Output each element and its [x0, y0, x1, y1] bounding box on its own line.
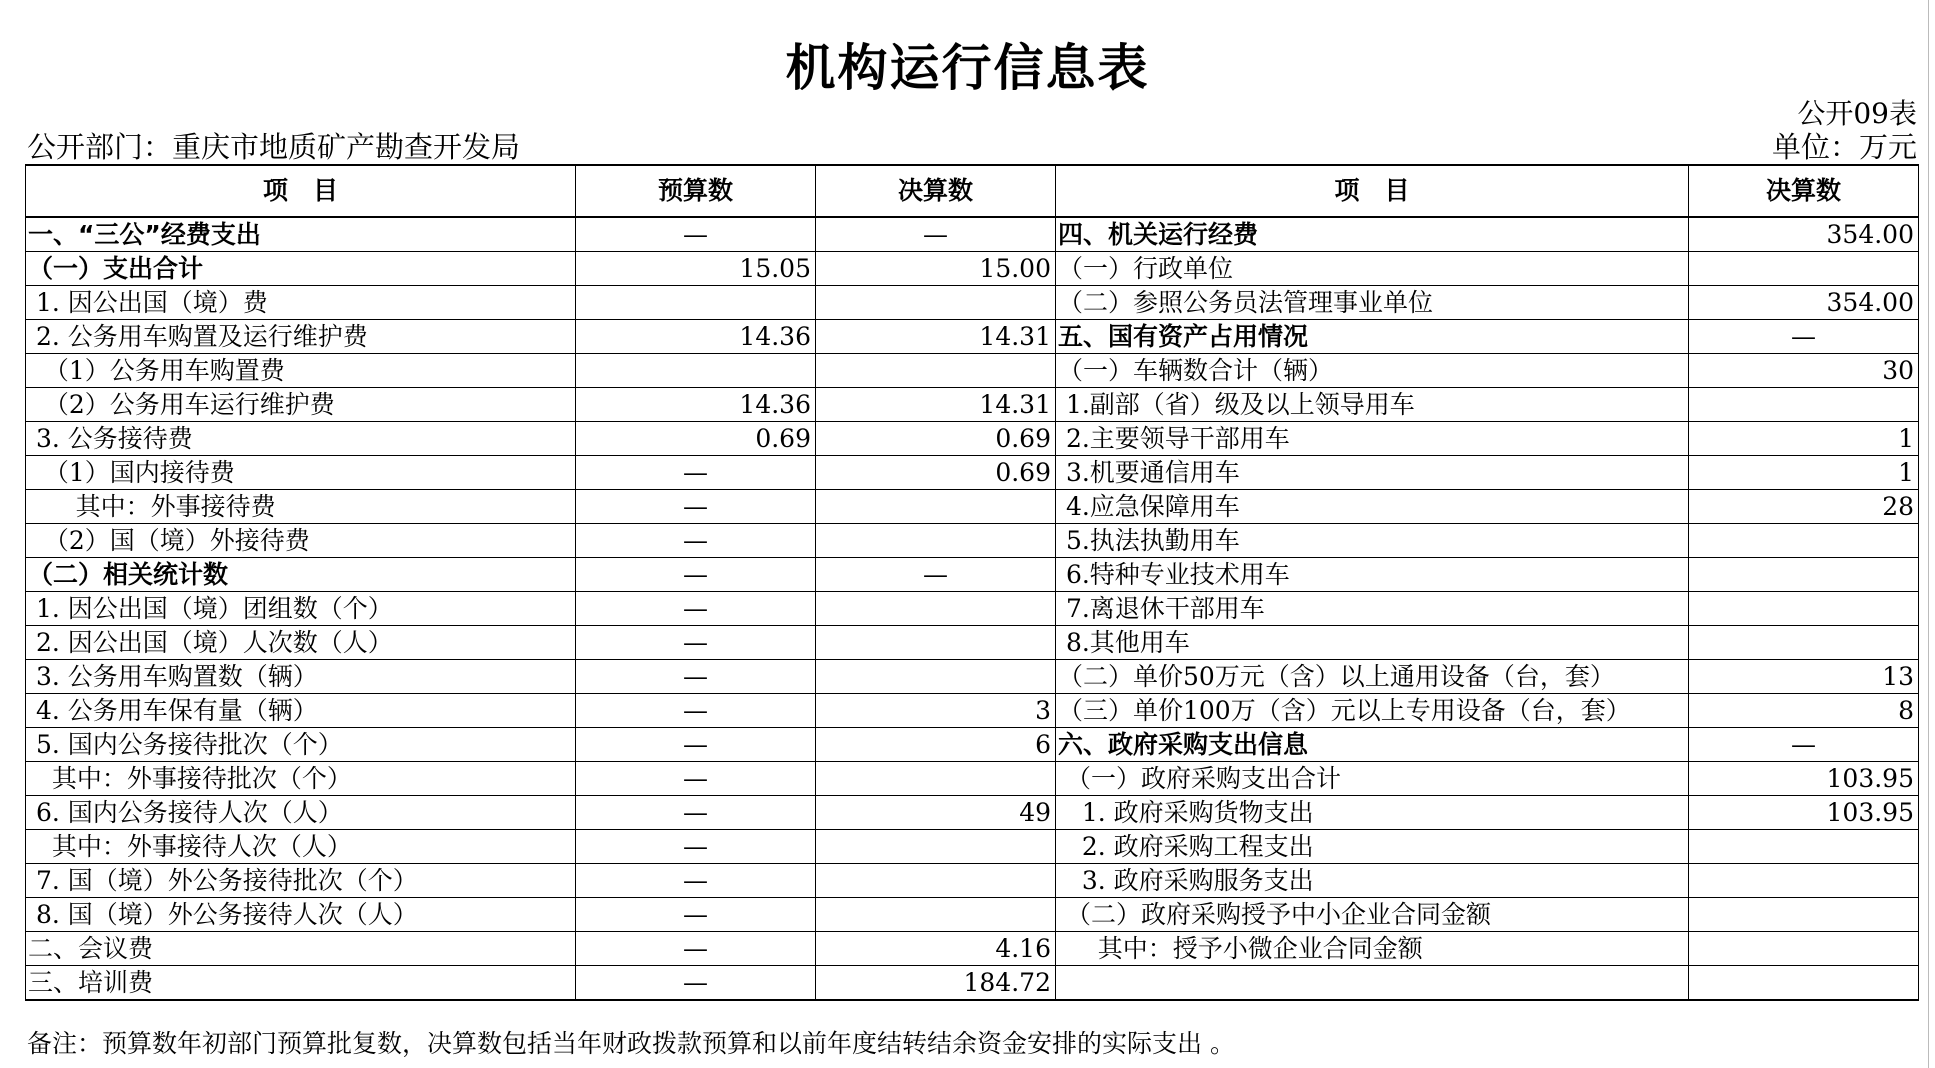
- table-row: [26, 932, 1919, 966]
- left-item-cell: 其中：外事接待人次（人）: [26, 830, 576, 864]
- right-final-cell: 1: [1689, 456, 1919, 490]
- left-final-cell: [816, 660, 1056, 694]
- left-budget-cell: —: [576, 966, 816, 1001]
- header-left-budget: 预算数: [576, 165, 816, 217]
- left-final-cell: 0.69: [816, 422, 1056, 456]
- left-budget-cell: —: [576, 864, 816, 898]
- right-item-cell: 8.其他用车: [1056, 626, 1689, 660]
- left-item-cell: 7. 国（境）外公务接待批次（个）: [26, 864, 576, 898]
- department-label: 公开部门：重庆市地质矿产勘查开发局: [27, 130, 521, 164]
- right-final-cell: [1689, 252, 1919, 286]
- left-final-cell: [816, 592, 1056, 626]
- table-header-row: [26, 165, 1919, 217]
- header-left-final: 决算数: [816, 165, 1056, 217]
- left-item-cell: 3. 公务接待费: [26, 422, 576, 456]
- right-item-cell: （一）政府采购支出合计: [1056, 762, 1689, 796]
- left-final-cell: 6: [816, 728, 1056, 762]
- left-item-cell: （1）国内接待费: [26, 456, 576, 490]
- left-final-cell: [816, 762, 1056, 796]
- left-item-cell: 4. 公务用车保有量（辆）: [26, 694, 576, 728]
- table-row: [26, 252, 1919, 286]
- left-final-cell: 49: [816, 796, 1056, 830]
- left-final-cell: 14.31: [816, 320, 1056, 354]
- table-row: [26, 490, 1919, 524]
- left-final-cell: [816, 830, 1056, 864]
- right-final-cell: —: [1689, 320, 1919, 354]
- right-final-cell: 354.00: [1689, 217, 1919, 252]
- table-row: [26, 626, 1919, 660]
- left-budget-cell: —: [576, 830, 816, 864]
- right-item-cell: 五、国有资产占用情况: [1056, 320, 1689, 354]
- right-item-cell: （二）单价50万元（含）以上通用设备（台，套）: [1056, 660, 1689, 694]
- left-budget-cell: —: [576, 932, 816, 966]
- left-item-cell: 其中：外事接待批次（个）: [26, 762, 576, 796]
- table-row: [26, 830, 1919, 864]
- page-edge-line: [1928, 0, 1929, 1068]
- table-row: [26, 966, 1919, 1001]
- right-item-cell: 7.离退休干部用车: [1056, 592, 1689, 626]
- right-final-cell: [1689, 388, 1919, 422]
- left-item-cell: 2. 公务用车购置及运行维护费: [26, 320, 576, 354]
- footnote: 备注：预算数年初部门预算批复数，决算数包括当年财政拨款预算和以前年度结转结余资金安排的实际支出 。: [27, 1029, 1235, 1058]
- right-final-cell: —: [1689, 728, 1919, 762]
- left-budget-cell: —: [576, 217, 816, 252]
- right-final-cell: [1689, 932, 1919, 966]
- table-row: [26, 456, 1919, 490]
- left-final-cell: 0.69: [816, 456, 1056, 490]
- left-budget-cell: —: [576, 898, 816, 932]
- table-row: [26, 286, 1919, 320]
- right-final-cell: 8: [1689, 694, 1919, 728]
- left-final-cell: [816, 286, 1056, 320]
- left-final-cell: [816, 354, 1056, 388]
- right-final-cell: 354.00: [1689, 286, 1919, 320]
- right-final-cell: [1689, 898, 1919, 932]
- left-budget-cell: 0.69: [576, 422, 816, 456]
- right-final-cell: 13: [1689, 660, 1919, 694]
- left-budget-cell: 15.05: [576, 252, 816, 286]
- left-item-cell: 8. 国（境）外公务接待人次（人）: [26, 898, 576, 932]
- table-row: [26, 728, 1919, 762]
- left-final-cell: —: [816, 558, 1056, 592]
- left-budget-cell: —: [576, 524, 816, 558]
- left-item-cell: 三、培训费: [26, 966, 576, 1001]
- left-final-cell: 14.31: [816, 388, 1056, 422]
- right-item-cell: 2.主要领导干部用车: [1056, 422, 1689, 456]
- left-final-cell: [816, 626, 1056, 660]
- header-right-final: 决算数: [1689, 165, 1919, 217]
- right-item-cell: 4.应急保障用车: [1056, 490, 1689, 524]
- right-item-cell: 其中：授予小微企业合同金额: [1056, 932, 1689, 966]
- right-final-cell: [1689, 966, 1919, 1001]
- header-left-item: 项 目: [26, 165, 576, 217]
- table-row: [26, 796, 1919, 830]
- right-item-cell: （二）政府采购授予中小企业合同金额: [1056, 898, 1689, 932]
- right-final-cell: [1689, 830, 1919, 864]
- right-item-cell: [1056, 966, 1689, 1001]
- info-table: [25, 164, 1919, 1001]
- header-right-item: 项 目: [1056, 165, 1689, 217]
- right-final-cell: [1689, 558, 1919, 592]
- table-row: [26, 694, 1919, 728]
- left-budget-cell: —: [576, 626, 816, 660]
- left-final-cell: 184.72: [816, 966, 1056, 1001]
- right-item-cell: （一）车辆数合计（辆）: [1056, 354, 1689, 388]
- right-item-cell: 1.副部（省）级及以上领导用车: [1056, 388, 1689, 422]
- right-item-cell: 2. 政府采购工程支出: [1056, 830, 1689, 864]
- right-final-cell: 103.95: [1689, 796, 1919, 830]
- right-item-cell: 3. 政府采购服务支出: [1056, 864, 1689, 898]
- right-final-cell: [1689, 524, 1919, 558]
- left-item-cell: （1）公务用车购置费: [26, 354, 576, 388]
- left-item-cell: （一）支出合计: [26, 252, 576, 286]
- right-final-cell: 1: [1689, 422, 1919, 456]
- table-row: [26, 558, 1919, 592]
- left-budget-cell: —: [576, 592, 816, 626]
- right-final-cell: [1689, 592, 1919, 626]
- left-final-cell: 3: [816, 694, 1056, 728]
- table-row: [26, 660, 1919, 694]
- left-final-cell: 4.16: [816, 932, 1056, 966]
- right-item-cell: 1. 政府采购货物支出: [1056, 796, 1689, 830]
- right-final-cell: 103.95: [1689, 762, 1919, 796]
- table-row: [26, 864, 1919, 898]
- left-item-cell: 其中：外事接待费: [26, 490, 576, 524]
- left-budget-cell: —: [576, 558, 816, 592]
- right-item-cell: 6.特种专业技术用车: [1056, 558, 1689, 592]
- right-item-cell: 5.执法执勤用车: [1056, 524, 1689, 558]
- left-item-cell: （二）相关统计数: [26, 558, 576, 592]
- table-row: [26, 388, 1919, 422]
- left-budget-cell: —: [576, 762, 816, 796]
- left-item-cell: 二、会议费: [26, 932, 576, 966]
- left-budget-cell: 14.36: [576, 388, 816, 422]
- left-final-cell: [816, 524, 1056, 558]
- left-item-cell: 1. 因公出国（境）费: [26, 286, 576, 320]
- left-item-cell: （2）公务用车运行维护费: [26, 388, 576, 422]
- right-item-cell: 六、政府采购支出信息: [1056, 728, 1689, 762]
- left-final-cell: [816, 864, 1056, 898]
- left-final-cell: 15.00: [816, 252, 1056, 286]
- table-code-label: 公开09表: [1797, 97, 1917, 130]
- left-budget-cell: 14.36: [576, 320, 816, 354]
- left-final-cell: [816, 898, 1056, 932]
- left-item-cell: 5. 国内公务接待批次（个）: [26, 728, 576, 762]
- left-item-cell: 6. 国内公务接待人次（人）: [26, 796, 576, 830]
- table-row: [26, 422, 1919, 456]
- right-item-cell: 四、机关运行经费: [1056, 217, 1689, 252]
- left-final-cell: —: [816, 217, 1056, 252]
- left-budget-cell: —: [576, 728, 816, 762]
- left-item-cell: 一、“三公”经费支出: [26, 217, 576, 252]
- unit-label: 单位：万元: [1771, 130, 1917, 164]
- right-final-cell: [1689, 626, 1919, 660]
- left-item-cell: （2）国（境）外接待费: [26, 524, 576, 558]
- right-final-cell: [1689, 864, 1919, 898]
- left-budget-cell: —: [576, 490, 816, 524]
- left-budget-cell: —: [576, 694, 816, 728]
- left-budget-cell: —: [576, 660, 816, 694]
- right-item-cell: 3.机要通信用车: [1056, 456, 1689, 490]
- right-item-cell: （一）行政单位: [1056, 252, 1689, 286]
- table-row: [26, 762, 1919, 796]
- left-budget-cell: [576, 354, 816, 388]
- left-item-cell: 2. 因公出国（境）人次数（人）: [26, 626, 576, 660]
- table-body: [26, 217, 1919, 1000]
- left-item-cell: 1. 因公出国（境）团组数（个）: [26, 592, 576, 626]
- table-row: [26, 898, 1919, 932]
- right-final-cell: 30: [1689, 354, 1919, 388]
- left-budget-cell: —: [576, 456, 816, 490]
- table-row: [26, 524, 1919, 558]
- left-budget-cell: [576, 286, 816, 320]
- left-budget-cell: —: [576, 796, 816, 830]
- table-row: [26, 592, 1919, 626]
- left-item-cell: 3. 公务用车购置数（辆）: [26, 660, 576, 694]
- left-final-cell: [816, 490, 1056, 524]
- table-row: [26, 320, 1919, 354]
- right-item-cell: （二）参照公务员法管理事业单位: [1056, 286, 1689, 320]
- table-row: [26, 217, 1919, 252]
- right-item-cell: （三）单价100万（含）元以上专用设备（台，套）: [1056, 694, 1689, 728]
- table-row: [26, 354, 1919, 388]
- right-final-cell: 28: [1689, 490, 1919, 524]
- page-title: 机构运行信息表: [785, 39, 1150, 97]
